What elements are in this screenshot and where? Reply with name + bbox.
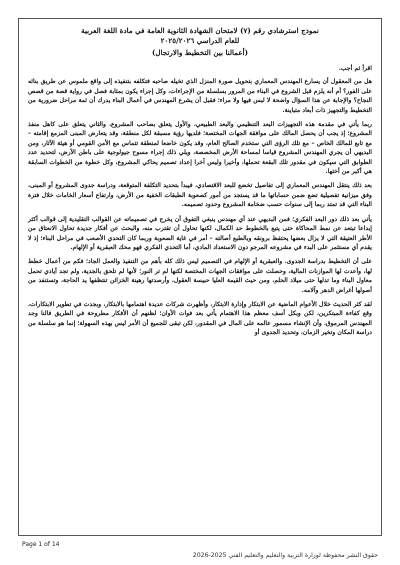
passage-paragraph: هل من المعقول أن يسارع المهندس المعماري بتحويل صورة المنزل الذي تخيله صاحبه فتكلفه بتنفيذه إلى واقع ملموس عن طريق بنائه على الفور؟ أم أنه يلزم قبل الشروع في البناء من المرور بسلسلة من الإجراءات، وكل إجراء يكون بمثابة فصل في رواية قصة من قصص النجاح؟ والإجابة عن هذا السؤال واضحة لا لبس فيها ولا مراء؛ فقبل أن يشرع المهندس في أعمال البناء يدرك أن ثمة مراحل ضرورية من التخطيط والتجهيز ذات أبعاد متباينة.	[28, 78, 372, 114]
passage-paragraph: بعد ذلك ينتقل المهندس المعماري إلى تفاصيل تخضع للبعد الاقتصادي، فيبدأ بتحديد التكلفة المتوقعة، ودراسة جدوى المشروع أو المبنى، وفق ميزانية تفصيلية تضع ضمن حساباتها ما قد يستجد من أمور كصعوبة الطبقات الخفية من الأرض، وارتفاع أسعار الخامات خلال فترة البناء التي قد تمتد ربما إلى سنوات حسب ضخامة المشروع وحدود تصميمه.	[28, 182, 372, 209]
instruction-paragraph: اقرأ ثم أجب.	[338, 65, 372, 72]
passage-title: (أعمالنا بين التخطيط والارتجال)	[151, 48, 249, 57]
passage-paragraph: يأتي بعد ذلك دور البعد الفكري؛ فمن البديهي عند أي مهندس ينبغي التفوق أن يخرج في تصميماته عن القوالب التقليدية إلى قوالب أكثر إبداعا تبتعد عن نمط المحاكاة حتى يتبع بالخطوط حد الكمال، لكنها تحاول أن تقترب منه، والبحث عن أفكار جديدة تحاول الانعتاق من الأطر العتيقة التي لا يزال بعضها يحتفظ برونقه وبالطبع أصالته – أمر في غاية الصعوبة وربما كان التحدي الأصعب في مراحل البناء؛ إذ لا يقدم أي مستثمر على البدء في مشروعه المرجو دون الاستعداد المادي، أما التحدي الفكري فهو محك العبقرية أو الإلهام.	[28, 215, 372, 251]
passage-paragraph: ربما يأتي في مقدمة هذه التجهيزات البعد التنظيمي والبعد الطبيعي، والأول يتعلق بصاحب المشروع، والثاني يتعلق على كاهل منفذ المشروع؛ إذ يجب أن يحصل المالك على موافقة الجهات المختصة؛ فلديها رؤية مسبقة لكل منطقة، وقد يتعارض المبنى المزمع إقامته – مع تابع للمالك الخاص – مع تلك الرؤى التي ستخدم الصالح العام، وقد يكون خاضعا لمنطقة تتماس مع الأمن القومي أو هيئة الآثار، ومن البديهي أن يجري المهندس المشروع قياسا لمساحة الأرض المخصصة، ويلي ذلك إجراء مسوح جيولوجية على باطن الأرض، لتحديد عدد الطوابق التي سيكون في مقدور تلك البقعة تحملها، وأخيرا وليس آخرا إعداد تصميم يحاكي المشروع، وكل خطوة من الخطوات السابقة هي أكبر من أختها.	[28, 121, 372, 176]
header-year: للعام الدراسي ٢٠٢٥/٢٠٢٦	[160, 36, 240, 45]
passage-body	[28, 64, 372, 338]
page-number: Page 1 of 14	[22, 541, 60, 548]
page-content	[28, 26, 372, 343]
passage-paragraph: لقد كثر الحديث خلال الأعوام الماضية عن الابتكار وإدارة الابتكار، وأظهرت شركات عديدة اهتمامها بالابتكار، وبجدت في تطوير الابتكارات، وقع كفاءة المبتكرين، لكن وبكل أسف معظم هذا الاهتمام يأتي بعد فوات الأوان؛ لظنهم أن الأفكار مطروحة في الطريق فالنا وجد المهندس المرموق، وأن الإنشاء مسمور عالمه على المال في المقدور، لكن تبقى للجميع أن الأمر ليس بهذه السهولة؛ إنما هو سلسلة من دراسة المكان وتخير الزمان، وتحديد الجدوى أو	[28, 300, 372, 337]
passage-paragraph: على أن التخطيط بدراسة الجدوى، والعبقرية أو الإلهام في التصميم ليس ذلك كله بأهم من التنفيذ والعمل الجاد؛ فكم من أعمال خطط لها، وأعدت لها الموازنات المالية، وحصلت على موافقات الجهات المختصة لكنها لم تر النور؛ لأنها لم تلحق بالجدية، ولم تجد أيادي تحمل معاول البناء وما تدلها حتى ميلاد الحلم، ومن حيث القيمة العليا حبيسة العقول، وأرصدتها رهينة الخزائن تنتظفها يد الحاجة، وتستنفد من أصولها أغراض الدهر وآلامه.	[28, 258, 372, 294]
exam-header	[28, 26, 372, 58]
header-title: نموذج استرشادي رقم (٧) لامتحان الشهادة الثانوية العامة في مادة اللغة العربية	[81, 26, 319, 35]
copyright-notice: حقوق النشر محفوظة لوزارة التربية والتعليم والتعليم الفني 2025-2026	[192, 552, 378, 559]
